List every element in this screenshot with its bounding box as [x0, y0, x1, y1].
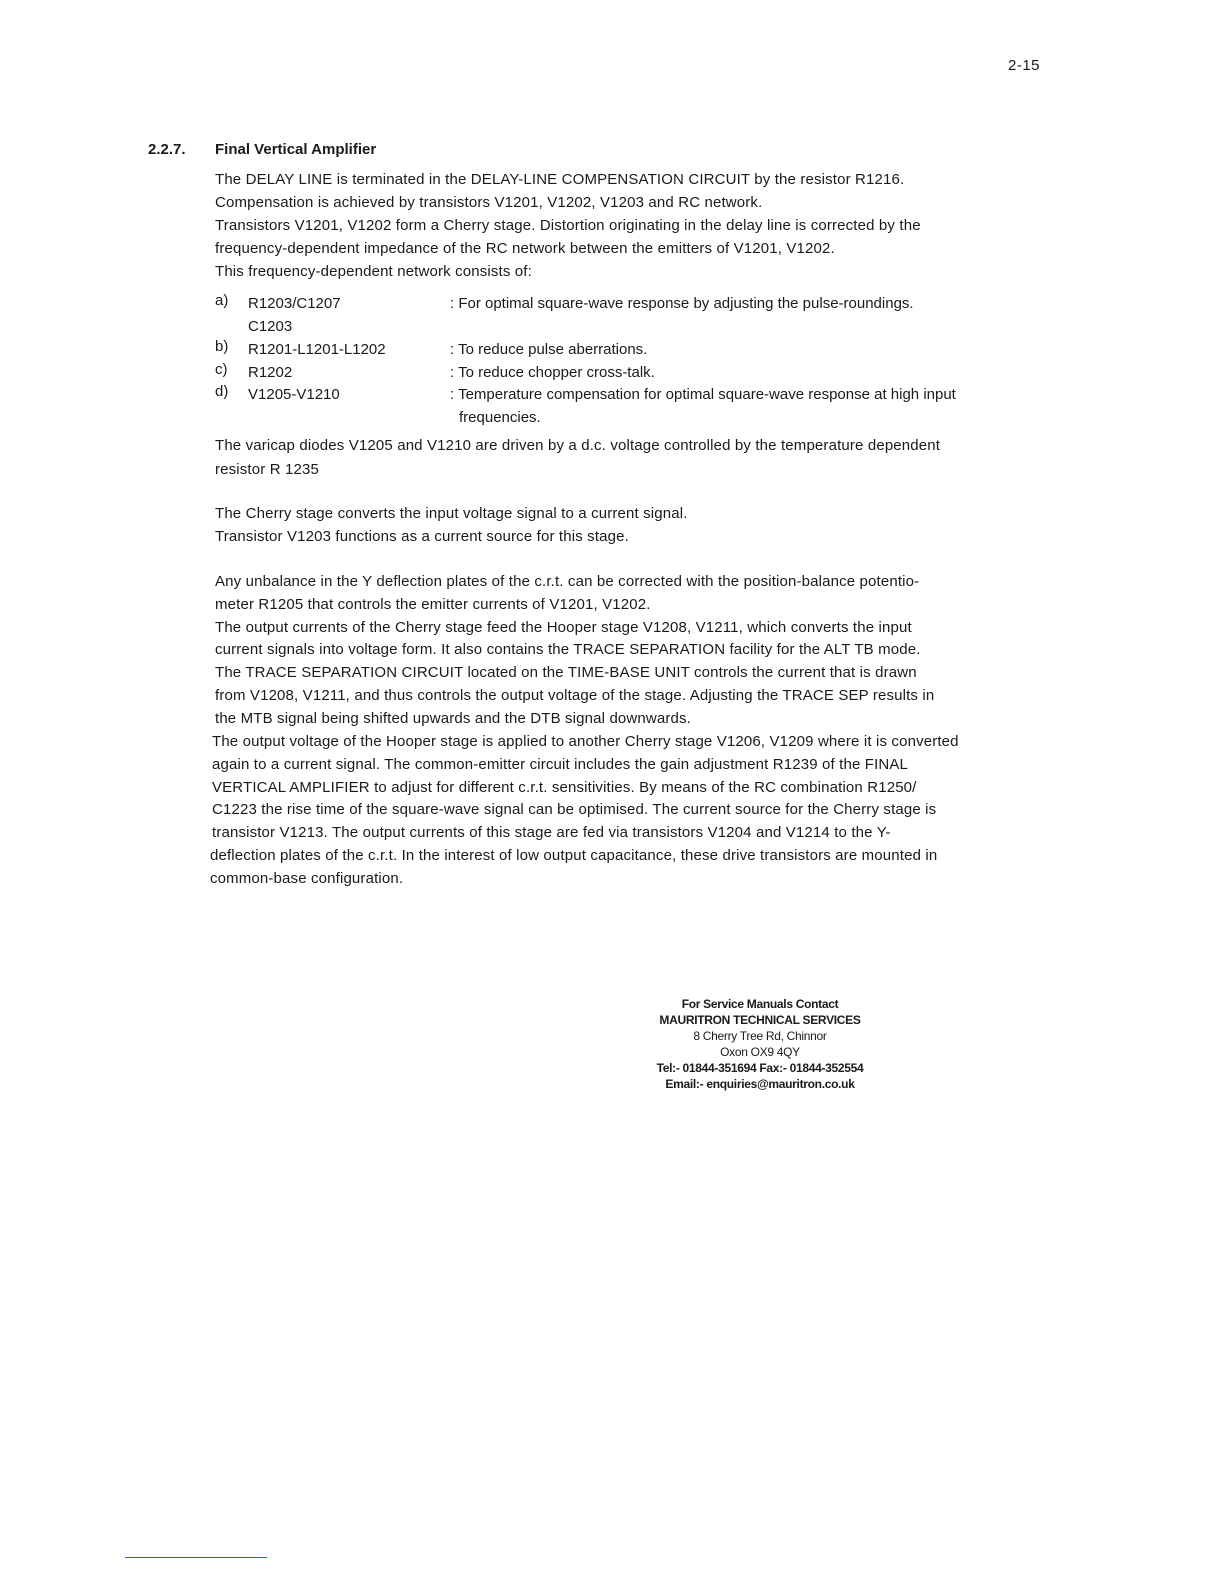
- body-line: Compensation is achieved by transistors V1201, V1202, V1203 and RC network.: [215, 194, 763, 211]
- body-line: deflection plates of the c.r.t. In the interest of low output capacitance, these drive transistors are mounted in: [210, 847, 938, 864]
- contact-line: Tel:- 01844-351694 Fax:- 01844-352554: [656, 1061, 864, 1075]
- list-desc: : To reduce chopper cross-talk.: [450, 364, 655, 381]
- list-item: [215, 383, 1035, 427]
- body-line: Any unbalance in the Y deflection plates of the c.r.t. can be corrected with the position-balance potentio-: [215, 573, 920, 590]
- body-line: This frequency-dependent network consists of:: [215, 263, 532, 280]
- body-line: The output currents of the Cherry stage feed the Hooper stage V1208, V1211, which converts the input: [215, 619, 912, 636]
- body-line: C1223 the rise time of the square-wave signal can be optimised. The current source for the Cherry stage is: [212, 801, 937, 818]
- body-line: frequency-dependent impedance of the RC network between the emitters of V1201, V1202.: [215, 240, 835, 257]
- list-letter: c): [215, 361, 228, 378]
- body-line: The Cherry stage converts the input voltage signal to a current signal.: [215, 505, 688, 522]
- contact-line: For Service Manuals Contact: [681, 997, 839, 1011]
- page-number: 2-15: [1008, 57, 1041, 74]
- contact-line: MAURITRON TECHNICAL SERVICES: [659, 1013, 861, 1027]
- body-line: current signals into voltage form. It also contains the TRACE SEPARATION facility for the ALT TB mode.: [215, 641, 921, 658]
- body-line: Transistors V1201, V1202 form a Cherry stage. Distortion originating in the delay line is corrected by the: [215, 217, 921, 234]
- footer-rule: [125, 1557, 267, 1558]
- body-line: The varicap diodes V1205 and V1210 are driven by a d.c. voltage controlled by the temperature dependent: [215, 437, 941, 454]
- service-contact: [600, 996, 920, 1092]
- contact-line: Oxon OX9 4QY: [720, 1045, 800, 1059]
- list-letter: d): [215, 383, 229, 400]
- body-line: resistor R 1235: [215, 461, 319, 478]
- section-number: 2.2.7.: [148, 141, 186, 158]
- contact-line: 8 Cherry Tree Rd, Chinnor: [693, 1029, 827, 1043]
- section-title: Final Vertical Amplifier: [215, 141, 377, 158]
- list-desc: : For optimal square-wave response by adjusting the pulse-roundings.: [450, 295, 914, 312]
- body-line: VERTICAL AMPLIFIER to adjust for different c.r.t. sensitivities. By means of the RC combination R1250/: [212, 779, 917, 796]
- body-line: transistor V1213. The output currents of this stage are fed via transistors V1204 and V1214 to the Y-: [212, 824, 891, 841]
- body-line: again to a current signal. The common-emitter circuit includes the gain adjustment R1239 of the FINAL: [212, 756, 909, 773]
- list-part: R1203/C1207: [248, 295, 341, 312]
- list-part: C1203: [248, 318, 293, 335]
- body-line: The output voltage of the Hooper stage is applied to another Cherry stage V1206, V1209 where it is converted: [212, 733, 959, 750]
- body-line: The TRACE SEPARATION CIRCUIT located on the TIME-BASE UNIT controls the current that is drawn: [215, 664, 917, 681]
- list-letter: b): [215, 338, 229, 355]
- body-line: Transistor V1203 functions as a current source for this stage.: [215, 528, 629, 545]
- body-line: meter R1205 that controls the emitter currents of V1201, V1202.: [215, 596, 651, 613]
- body-line: common-base configuration.: [210, 870, 404, 887]
- body-line: the MTB signal being shifted upwards and the DTB signal downwards.: [215, 710, 691, 727]
- list-part: R1202: [248, 364, 293, 381]
- list-desc: : Temperature compensation for optimal square-wave response at high input: [450, 386, 956, 403]
- list-item: [215, 292, 1035, 336]
- list-letter: a): [215, 292, 229, 309]
- list-desc: : To reduce pulse aberrations.: [450, 341, 648, 358]
- body-line: from V1208, V1211, and thus controls the output voltage of the stage. Adjusting the TRACE SEP results in: [215, 687, 935, 704]
- body-line: The DELAY LINE is terminated in the DELAY-LINE COMPENSATION CIRCUIT by the resistor R1216.: [215, 171, 905, 188]
- list-part: V1205-V1210: [248, 386, 340, 403]
- list-desc: frequencies.: [459, 409, 541, 426]
- list-part: R1201-L1201-L1202: [248, 341, 386, 358]
- contact-line: Email:- enquiries@mauritron.co.uk: [665, 1077, 855, 1091]
